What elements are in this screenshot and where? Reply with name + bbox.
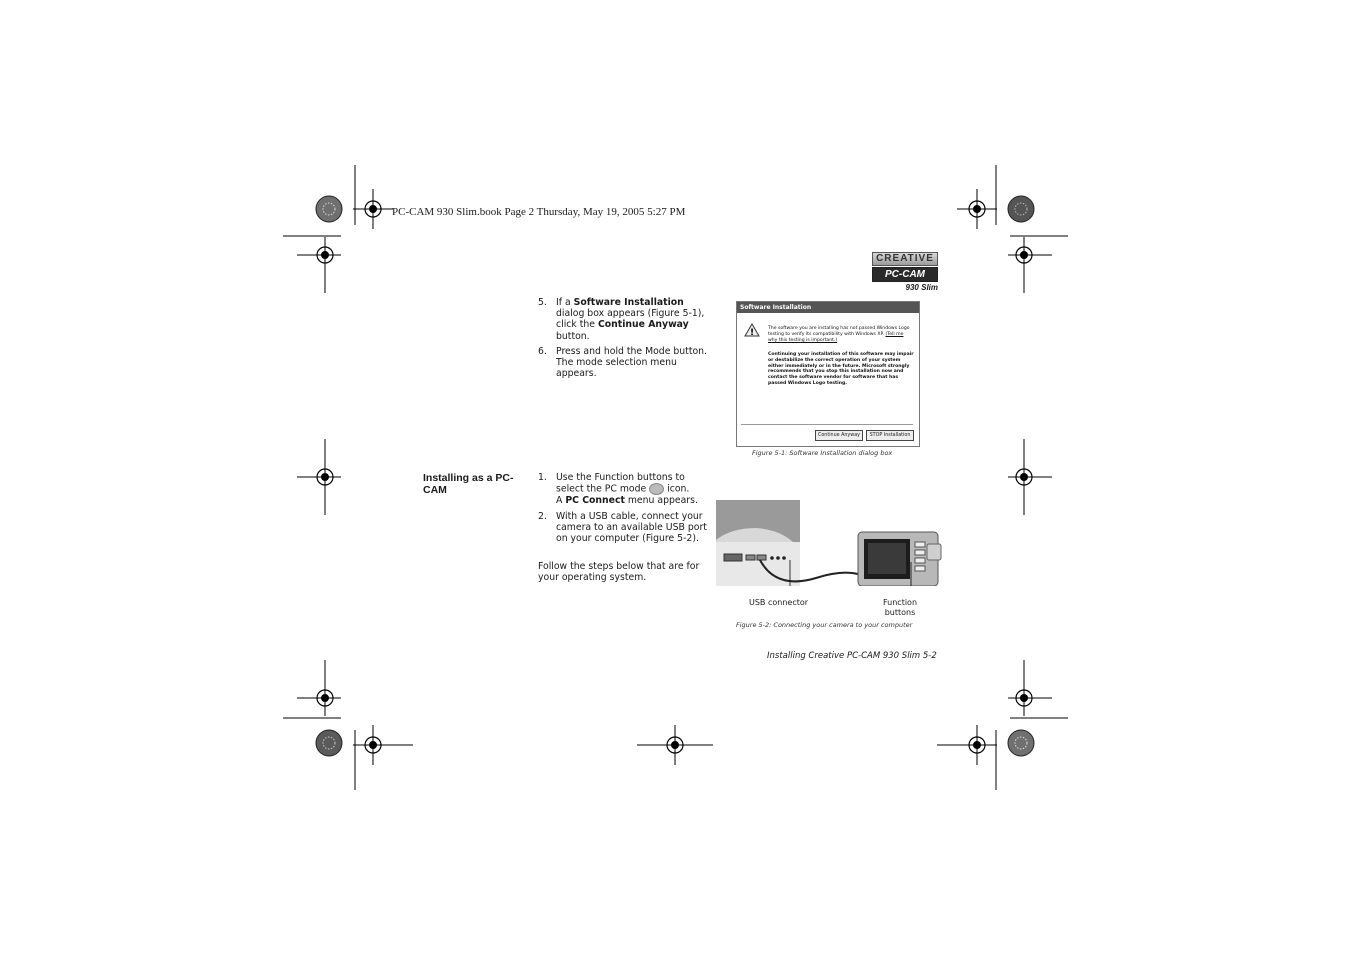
logo-product: PC-CAM	[872, 267, 938, 282]
logo-model: 930 Slim	[905, 283, 938, 292]
figure-5-1-caption: Figure 5-1: Software Installation dialog box	[752, 449, 893, 457]
dialog-bold-text: Continuing your installation of this software may impair or destabilize the correct operation of your system either immediately or in the future. Microsoft strongly recommends that you stop this installation now and contact the software vendor for software that has passed Windows Logo testing.	[768, 352, 914, 386]
figure-5-2-caption: Figure 5-2: Connecting your camera to your computer	[736, 621, 913, 629]
step-text: If a Software Installation dialog box appears (Figure 5-1), click the Continue Anyway button.	[556, 297, 705, 342]
dialog-warning-text: The software you are installing has not passed Windows Logo testing to verify its compatibility with Windows XP. (Tell me why this testing is important.)	[768, 326, 910, 343]
follow-steps-text: Follow the steps below that are for your operating system.	[538, 561, 700, 584]
step-number: 1.	[538, 472, 547, 483]
creative-pc-cam-logo	[872, 252, 938, 292]
svg-text:!: !	[749, 328, 755, 337]
stop-installation-button[interactable]: STOP Installation	[866, 430, 914, 441]
software-installation-dialog	[736, 301, 920, 447]
dialog-title: Software Installation	[737, 302, 919, 313]
usb-connector-label: USB connector	[749, 598, 809, 607]
step-1	[538, 472, 718, 508]
step-number: 5.	[538, 297, 547, 308]
warning-icon	[744, 323, 760, 337]
step-number: 2.	[538, 511, 547, 522]
step-2	[538, 511, 718, 557]
camera-connection-photo	[716, 500, 942, 586]
step-text: Press and hold the Mode button. The mode selection menu appears.	[556, 346, 708, 380]
function-buttons-label: Function buttons	[882, 598, 918, 617]
step-5	[538, 297, 718, 343]
step-number: 6.	[538, 346, 547, 357]
dialog-divider	[741, 424, 913, 425]
dialog-help-link[interactable]: (Tell me why this testing is important.)	[768, 331, 904, 343]
continue-anyway-button[interactable]: Continue Anyway	[815, 430, 863, 441]
section-title: Installing as a PC-CAM	[423, 472, 514, 496]
step-text: Use the Function buttons to select the PC mode icon. A PC Connect menu appears.	[556, 472, 698, 507]
step-6	[538, 346, 718, 392]
book-header-line: PC-CAM 930 Slim.book Page 2 Thursday, May 19, 2005 5:27 PM	[392, 206, 686, 218]
page-footer: Installing Creative PC-CAM 930 Slim 5-2	[767, 651, 937, 661]
logo-brand: CREATIVE	[872, 252, 938, 266]
step-text: With a USB cable, connect your camera to an available USB port on your computer (Figure 5-2).	[556, 511, 707, 545]
pc-mode-icon	[649, 483, 664, 495]
